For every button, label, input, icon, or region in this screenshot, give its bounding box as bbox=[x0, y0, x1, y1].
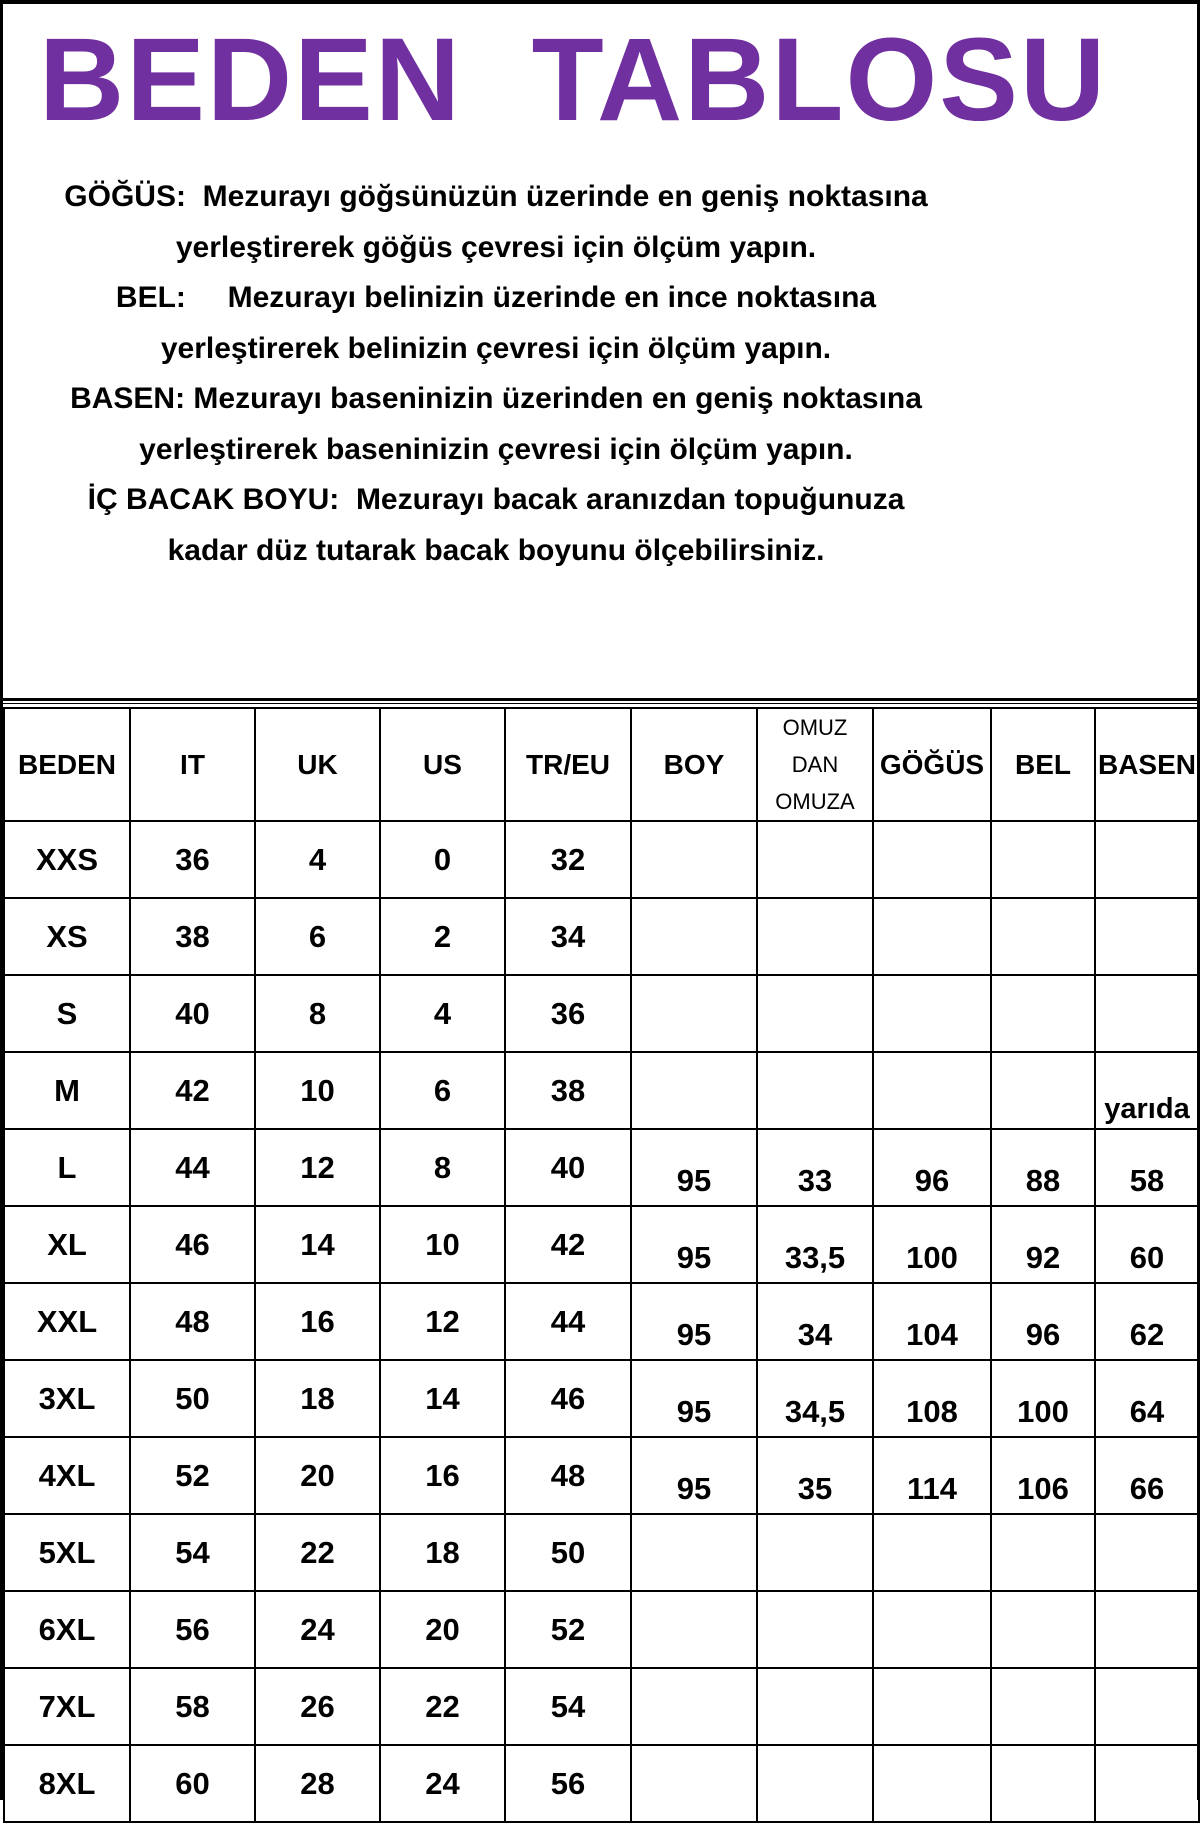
table-cell: 8 bbox=[255, 975, 380, 1052]
column-header: GÖĞÜS bbox=[873, 708, 991, 821]
table-cell bbox=[991, 1745, 1095, 1822]
table-cell bbox=[1095, 1745, 1199, 1822]
column-header: BEDEN bbox=[4, 708, 130, 821]
table-cell: 48 bbox=[130, 1283, 255, 1360]
table-cell: 60 bbox=[1095, 1206, 1199, 1283]
table-cell bbox=[991, 1668, 1095, 1745]
table-cell: 8XL bbox=[4, 1745, 130, 1822]
header-line: DAN bbox=[791, 752, 839, 777]
table-cell: 95 bbox=[631, 1206, 757, 1283]
table-cell bbox=[873, 898, 991, 975]
table-cell bbox=[991, 1591, 1095, 1668]
table-cell bbox=[757, 1591, 873, 1668]
table-cell: 46 bbox=[130, 1206, 255, 1283]
table-cell bbox=[873, 1668, 991, 1745]
table-cell: 44 bbox=[505, 1283, 631, 1360]
table-cell: 33,5 bbox=[757, 1206, 873, 1283]
table-cell: 26 bbox=[255, 1668, 380, 1745]
column-header: TR/EU bbox=[505, 708, 631, 821]
instruction-line: kadar düz tutarak bacak boyunu ölçebilirsiniz. bbox=[167, 533, 825, 567]
table-row bbox=[4, 1360, 1199, 1437]
table-cell: 18 bbox=[380, 1514, 505, 1591]
table-cell: 95 bbox=[631, 1283, 757, 1360]
table-cell: 4 bbox=[380, 975, 505, 1052]
table-cell bbox=[873, 821, 991, 898]
table-cell: 8 bbox=[380, 1129, 505, 1206]
table-cell: 33 bbox=[757, 1129, 873, 1206]
table-cell bbox=[631, 1591, 757, 1668]
size-table bbox=[3, 707, 1200, 1823]
table-cell: 4XL bbox=[4, 1437, 130, 1514]
instruction-line: yerleştirerek baseninizin çevresi için ölçüm yapın. bbox=[139, 432, 853, 466]
table-cell: 0 bbox=[380, 821, 505, 898]
table-cell: 114 bbox=[873, 1437, 991, 1514]
table-cell: 64 bbox=[1095, 1360, 1199, 1437]
table-cell bbox=[991, 1514, 1095, 1591]
table-cell: 50 bbox=[130, 1360, 255, 1437]
table-row bbox=[4, 898, 1199, 975]
table-cell: 96 bbox=[873, 1129, 991, 1206]
table-cell: 104 bbox=[873, 1283, 991, 1360]
table-cell bbox=[757, 1052, 873, 1129]
table-cell bbox=[1095, 1591, 1199, 1668]
table-cell: 106 bbox=[991, 1437, 1095, 1514]
table-cell: 52 bbox=[505, 1591, 631, 1668]
table-cell: 34 bbox=[757, 1283, 873, 1360]
table-cell: 54 bbox=[505, 1668, 631, 1745]
table-cell: 100 bbox=[873, 1206, 991, 1283]
table-cell: 20 bbox=[380, 1591, 505, 1668]
table-row bbox=[4, 1206, 1199, 1283]
table-cell: 36 bbox=[505, 975, 631, 1052]
table-cell bbox=[631, 1668, 757, 1745]
table-cell bbox=[1095, 898, 1199, 975]
table-cell: 6 bbox=[380, 1052, 505, 1129]
instruction-line: BASEN: Mezurayı baseninizin üzerinden en geniş noktasına bbox=[70, 382, 922, 415]
table-cell bbox=[1095, 1668, 1199, 1745]
table-cell: 52 bbox=[130, 1437, 255, 1514]
table-cell bbox=[1095, 975, 1199, 1052]
table-cell: 4 bbox=[255, 821, 380, 898]
instruction-line: GÖĞÜS: Mezurayı göğsünüzün üzerinde en geniş noktasına bbox=[64, 180, 928, 213]
table-header-row bbox=[4, 708, 1199, 821]
table-cell bbox=[631, 1745, 757, 1822]
table-row bbox=[4, 821, 1199, 898]
table-cell bbox=[1095, 821, 1199, 898]
table-cell: 54 bbox=[130, 1514, 255, 1591]
section-divider bbox=[3, 703, 1197, 704]
table-cell bbox=[757, 1514, 873, 1591]
table-cell: 3XL bbox=[4, 1360, 130, 1437]
table-cell: 95 bbox=[631, 1360, 757, 1437]
table-cell: 36 bbox=[130, 821, 255, 898]
table-cell: 12 bbox=[255, 1129, 380, 1206]
table-cell: 40 bbox=[130, 975, 255, 1052]
table-cell: 58 bbox=[1095, 1129, 1199, 1206]
table-cell: 14 bbox=[255, 1206, 380, 1283]
table-cell bbox=[873, 1591, 991, 1668]
table-cell: S bbox=[4, 975, 130, 1052]
instruction-line: BEL: Mezurayı belinizin üzerinde en ince noktasına bbox=[115, 281, 877, 314]
table-cell bbox=[873, 975, 991, 1052]
table-cell: 6 bbox=[255, 898, 380, 975]
table-cell: 32 bbox=[505, 821, 631, 898]
instruction-line: yerleştirerek göğüs çevresi için ölçüm yapın. bbox=[175, 230, 817, 264]
column-header: BOY bbox=[631, 708, 757, 821]
size-table-body bbox=[4, 821, 1199, 1822]
table-cell bbox=[1095, 1514, 1199, 1591]
table-cell bbox=[757, 821, 873, 898]
table-cell: 56 bbox=[130, 1591, 255, 1668]
table-cell: 42 bbox=[130, 1052, 255, 1129]
table-cell bbox=[991, 975, 1095, 1052]
table-cell: 2 bbox=[380, 898, 505, 975]
table-cell: 34 bbox=[505, 898, 631, 975]
table-cell: 16 bbox=[380, 1437, 505, 1514]
table-row bbox=[4, 1052, 1199, 1129]
table-cell: 28 bbox=[255, 1745, 380, 1822]
table-cell: 34,5 bbox=[757, 1360, 873, 1437]
table-cell: M bbox=[4, 1052, 130, 1129]
table-cell: XXS bbox=[4, 821, 130, 898]
table-cell: 108 bbox=[873, 1360, 991, 1437]
table-cell bbox=[631, 975, 757, 1052]
table-cell bbox=[631, 1052, 757, 1129]
section-divider bbox=[3, 698, 1197, 701]
table-cell bbox=[631, 898, 757, 975]
table-cell: 7XL bbox=[4, 1668, 130, 1745]
table-cell: 40 bbox=[505, 1129, 631, 1206]
table-cell: 56 bbox=[505, 1745, 631, 1822]
table-cell bbox=[757, 975, 873, 1052]
table-cell bbox=[991, 1052, 1095, 1129]
column-header: IT bbox=[130, 708, 255, 821]
table-cell bbox=[757, 898, 873, 975]
table-cell: 58 bbox=[130, 1668, 255, 1745]
column-header: BASEN bbox=[1095, 708, 1199, 821]
table-cell: 16 bbox=[255, 1283, 380, 1360]
table-cell: 35 bbox=[757, 1437, 873, 1514]
measurement-instructions bbox=[3, 172, 989, 576]
table-cell: 24 bbox=[255, 1591, 380, 1668]
page-title: BEDEN TABLOSU bbox=[39, 14, 1108, 146]
table-row bbox=[4, 975, 1199, 1052]
table-cell: 96 bbox=[991, 1283, 1095, 1360]
table-cell: 38 bbox=[505, 1052, 631, 1129]
table-cell: XL bbox=[4, 1206, 130, 1283]
header-line: OMUZ bbox=[782, 715, 848, 740]
table-cell: 42 bbox=[505, 1206, 631, 1283]
table-cell: 95 bbox=[631, 1129, 757, 1206]
table-cell: 48 bbox=[505, 1437, 631, 1514]
table-cell: 62 bbox=[1095, 1283, 1199, 1360]
table-row bbox=[4, 1745, 1199, 1822]
table-cell: XXL bbox=[4, 1283, 130, 1360]
note-cell: yarıda bbox=[1095, 1052, 1199, 1129]
table-cell: 6XL bbox=[4, 1591, 130, 1668]
table-cell: 95 bbox=[631, 1437, 757, 1514]
table-cell: 14 bbox=[380, 1360, 505, 1437]
table-cell: 46 bbox=[505, 1360, 631, 1437]
table-cell: 100 bbox=[991, 1360, 1095, 1437]
table-cell bbox=[991, 898, 1095, 975]
header-line: OMUZA bbox=[775, 789, 855, 814]
instruction-line: yerleştirerek belinizin çevresi için ölçüm yapın. bbox=[160, 331, 832, 365]
table-cell: 18 bbox=[255, 1360, 380, 1437]
table-cell: 88 bbox=[991, 1129, 1095, 1206]
table-cell bbox=[757, 1668, 873, 1745]
table-row bbox=[4, 1591, 1199, 1668]
table-row bbox=[4, 1668, 1199, 1745]
table-cell: 24 bbox=[380, 1745, 505, 1822]
table-row bbox=[4, 1514, 1199, 1591]
table-cell bbox=[757, 1745, 873, 1822]
column-header: BEL bbox=[991, 708, 1095, 821]
table-cell: 50 bbox=[505, 1514, 631, 1591]
instruction-line: İÇ BACAK BOYU: Mezurayı bacak aranızdan topuğunuza bbox=[87, 483, 905, 516]
table-cell bbox=[873, 1514, 991, 1591]
table-cell bbox=[873, 1052, 991, 1129]
table-cell bbox=[873, 1745, 991, 1822]
table-cell bbox=[991, 821, 1095, 898]
table-cell: 60 bbox=[130, 1745, 255, 1822]
table-cell: 44 bbox=[130, 1129, 255, 1206]
table-cell: 20 bbox=[255, 1437, 380, 1514]
table-cell: 5XL bbox=[4, 1514, 130, 1591]
table-cell bbox=[631, 1514, 757, 1591]
table-row bbox=[4, 1437, 1199, 1514]
table-cell: 38 bbox=[130, 898, 255, 975]
table-cell: 92 bbox=[991, 1206, 1095, 1283]
table-cell: XS bbox=[4, 898, 130, 975]
table-row bbox=[4, 1129, 1199, 1206]
table-cell: 22 bbox=[380, 1668, 505, 1745]
table-cell: 66 bbox=[1095, 1437, 1199, 1514]
table-cell: L bbox=[4, 1129, 130, 1206]
table-cell: 10 bbox=[380, 1206, 505, 1283]
table-cell: 22 bbox=[255, 1514, 380, 1591]
column-header: UK bbox=[255, 708, 380, 821]
table-cell bbox=[631, 821, 757, 898]
column-header: US bbox=[380, 708, 505, 821]
table-cell: 10 bbox=[255, 1052, 380, 1129]
table-row bbox=[4, 1283, 1199, 1360]
table-cell: 12 bbox=[380, 1283, 505, 1360]
column-header-omuz bbox=[757, 708, 873, 821]
